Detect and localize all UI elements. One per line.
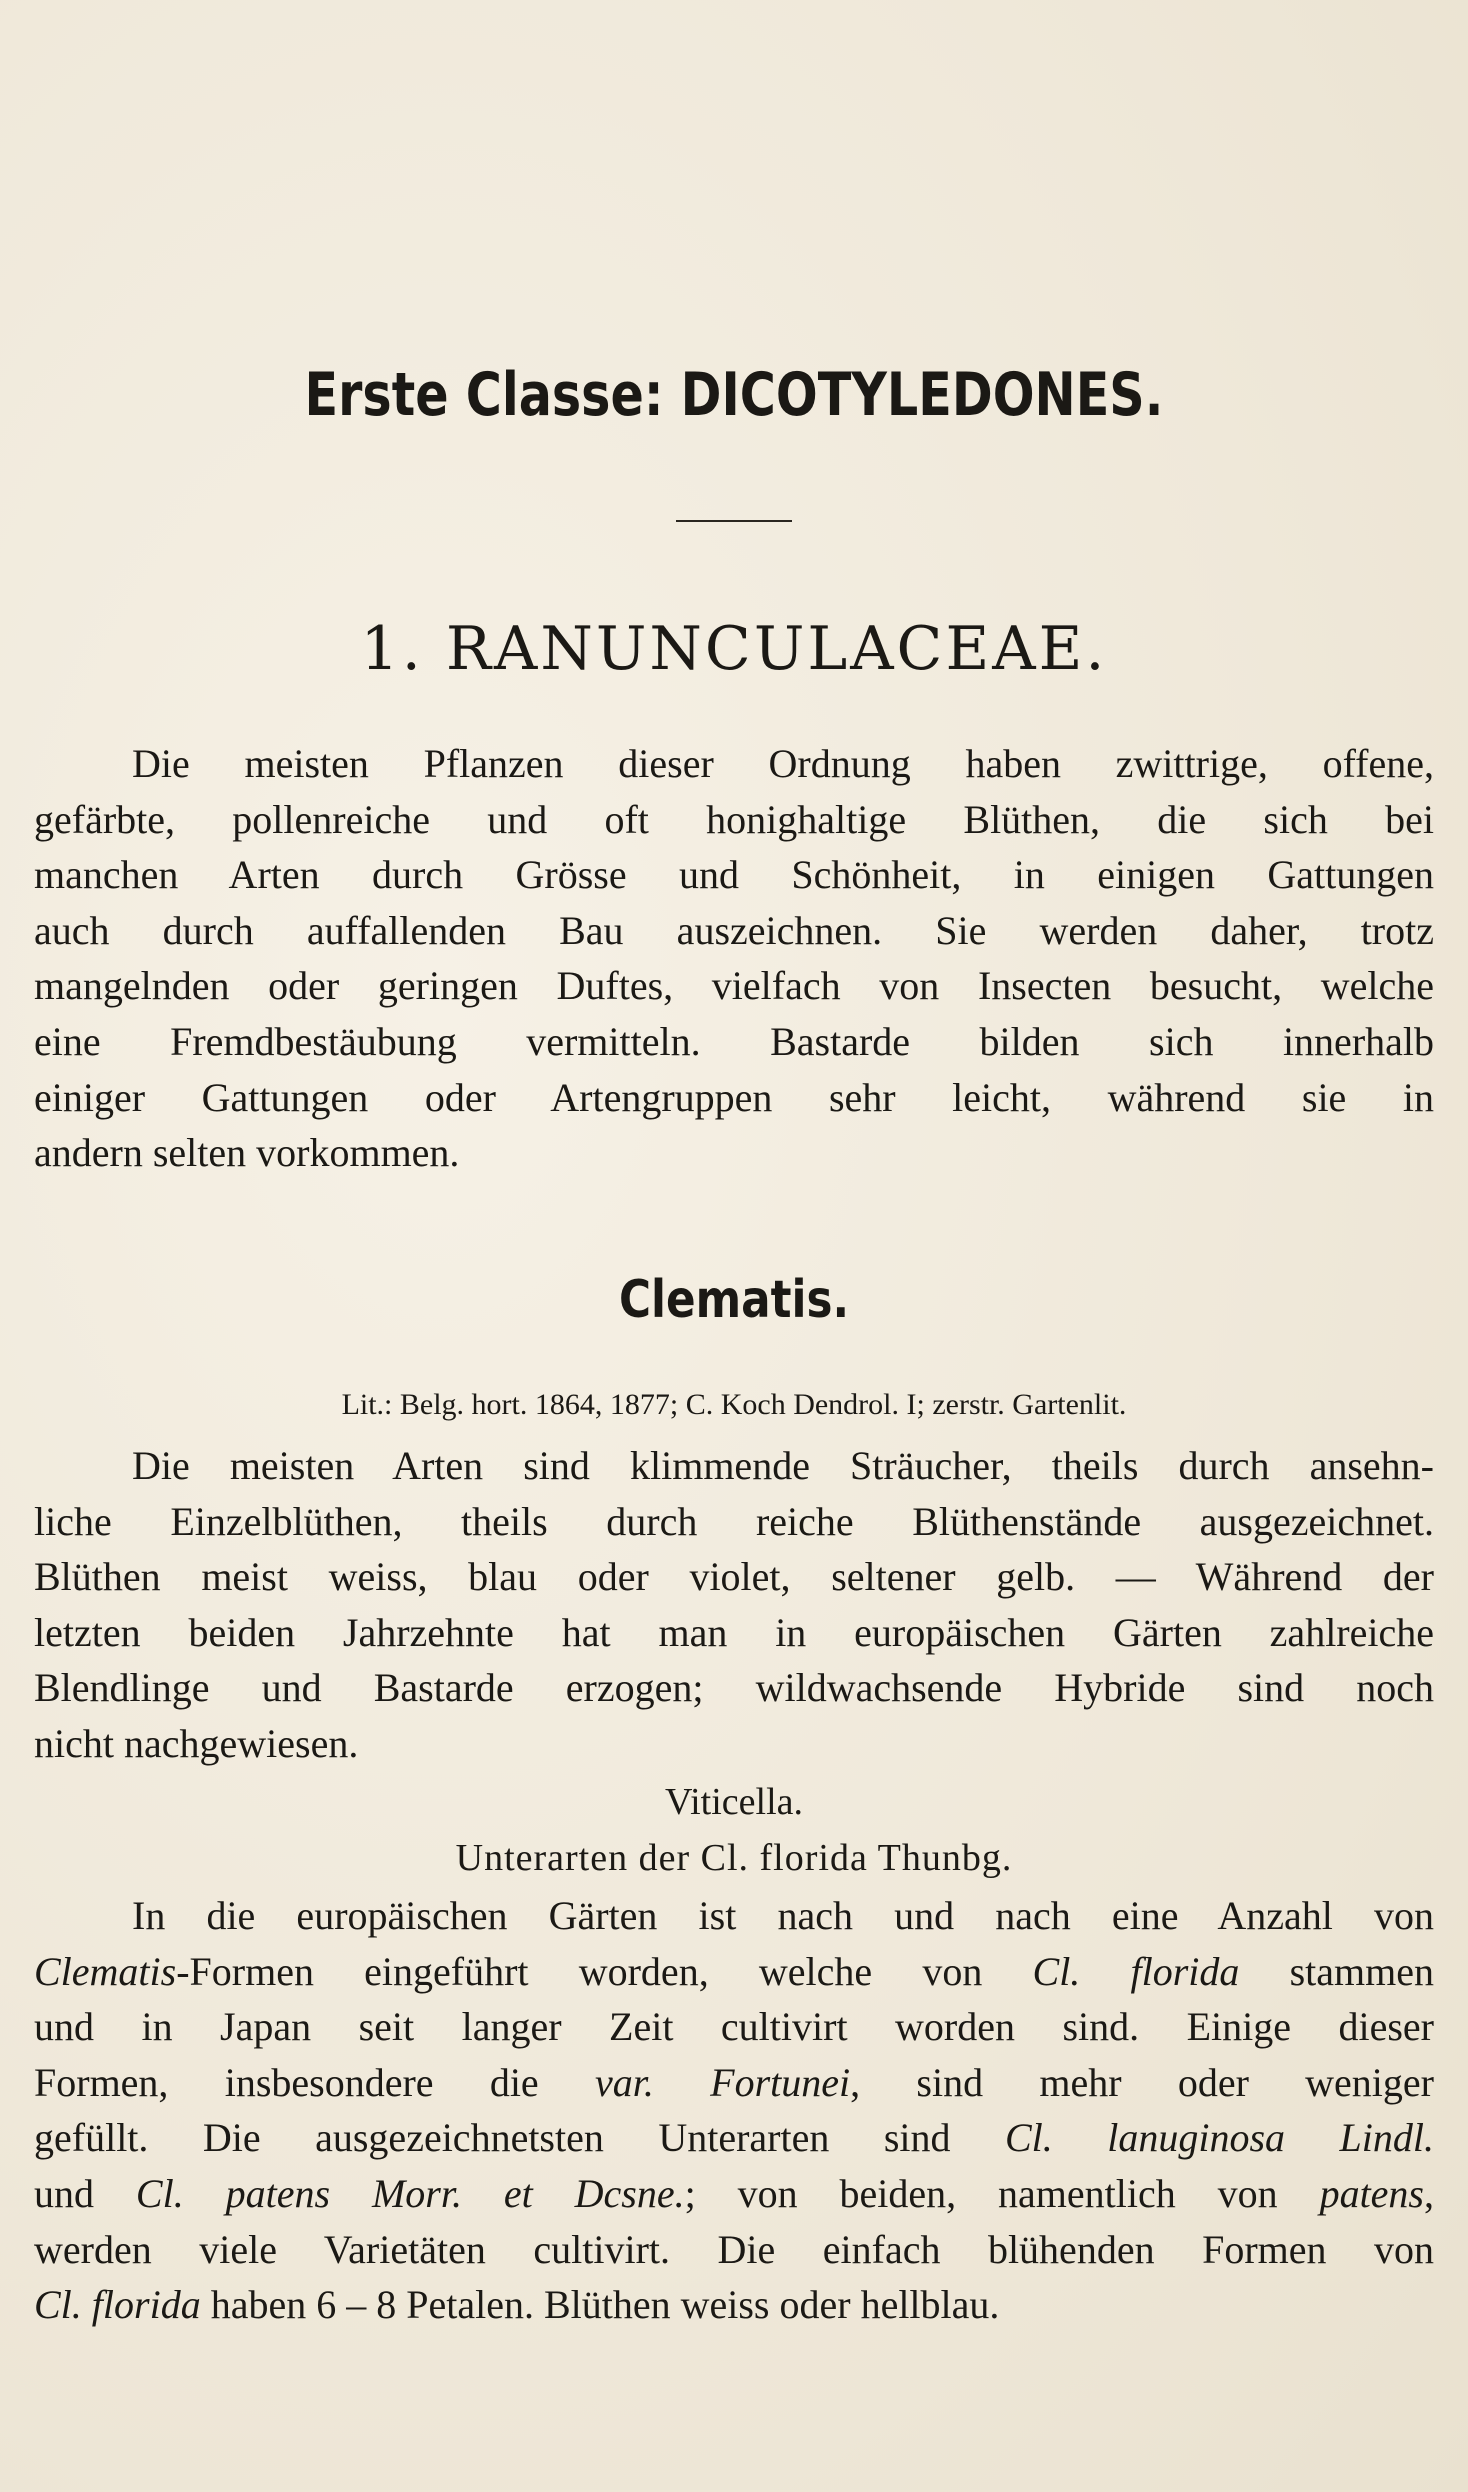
text-segment: stammen xyxy=(1239,1948,1435,1994)
text-line: mangelnden oder geringen Duftes, vielfach von Insecten besucht, welche xyxy=(34,963,1434,1009)
text-line: nicht nachgewiesen. xyxy=(34,1720,359,1766)
genus-paragraph xyxy=(34,1438,1434,1772)
italic-term: Cl. florida xyxy=(1032,1948,1240,1994)
section-title: Viticella. xyxy=(664,1781,804,1823)
text-line: gefärbte, pollenreiche und oft honighaltige Blüthen, die sich bei xyxy=(34,796,1434,842)
text-line: und in Japan seit langer Zeit cultivirt worden sind. Einige dieser xyxy=(34,2004,1434,2050)
text-line: Blendlinge und Bastarde erzogen; wildwachsende Hybride sind noch xyxy=(34,1665,1434,1711)
text-segment: Formen, insbesondere die xyxy=(34,2059,595,2105)
text-line: manchen Arten durch Grösse und Schönheit, in einigen Gattungen xyxy=(34,852,1434,898)
section-paragraph xyxy=(34,1888,1434,2333)
text-line xyxy=(34,1944,1434,2000)
text-line xyxy=(34,2055,1434,2111)
decorative-rule xyxy=(676,520,792,522)
text-line: werden viele Varietäten cultivirt. Die einfach blühenden Formen von xyxy=(34,2226,1434,2272)
italic-term: var. Fortunei xyxy=(594,2059,851,2105)
text-line: In die europäischen Gärten ist nach und nach eine Anzahl von xyxy=(132,1893,1434,1938)
text-line: Die meisten Arten sind klimmende Sträucher, theils durch ansehn- xyxy=(132,1443,1434,1488)
text-segment: haben 6 – 8 Petalen. Blüthen weiss oder hellblau. xyxy=(200,2282,1000,2328)
text-line: Blüthen meist weiss, blau oder violet, seltener gelb. — Während der xyxy=(34,1554,1434,1600)
text-segment: gefüllt. Die ausgezeichnetsten Unterarten sind xyxy=(34,2115,1005,2161)
text-line xyxy=(34,2110,1434,2166)
text-line: andern selten vorkommen. xyxy=(34,1130,460,1176)
genus-heading: Clematis. xyxy=(618,1270,850,1330)
text-line: letzten beiden Jahrzehnte hat man in europäischen Gärten zahlreiche xyxy=(34,1609,1434,1655)
section-subtitle: Unterarten der Cl. florida Thunbg. xyxy=(455,1837,1013,1879)
text-line xyxy=(34,2277,1434,2333)
text-line: einiger Gattungen oder Artengruppen sehr leicht, während sie in xyxy=(34,1074,1434,1120)
text-line: liche Einzelblüthen, theils durch reiche Blüthenstände ausgezeichnet. xyxy=(34,1498,1434,1544)
literature-reference: Lit.: Belg. hort. 1864, 1877; C. Koch Dendrol. I; zerstr. Gartenlit. xyxy=(341,1388,1127,1421)
italic-term: patens xyxy=(1319,2170,1424,2216)
italic-term: Cl. patens Morr. et Dcsne. xyxy=(135,2170,685,2216)
text-line: Die meisten Pflanzen dieser Ordnung haben zwittrige, offene, xyxy=(132,741,1434,786)
intro-paragraph xyxy=(34,736,1434,1181)
text-line: auch durch auffallenden Bau auszeichnen. Sie werden daher, trotz xyxy=(34,907,1434,953)
text-segment: und xyxy=(34,2170,136,2216)
text-line xyxy=(34,2166,1434,2222)
text-segment: -Formen eingeführt worden, welche von xyxy=(176,1948,1033,1994)
class-heading: Erste Classe: DICOTYLEDONES. xyxy=(304,360,1164,430)
text-segment: , xyxy=(1424,2170,1434,2216)
text-segment: ; von beiden, namentlich von xyxy=(684,2170,1320,2216)
italic-term: Cl. florida xyxy=(34,2282,201,2328)
text-line: eine Fremdbestäubung vermitteln. Bastarde bilden sich innerhalb xyxy=(34,1018,1434,1064)
italic-term: Cl. lanuginosa Lindl. xyxy=(1004,2115,1434,2161)
text-segment: , sind mehr oder weniger xyxy=(850,2059,1434,2105)
italic-term: Clematis xyxy=(34,1948,177,1994)
family-heading: 1. RANUNCULACEAE. xyxy=(360,614,1108,684)
